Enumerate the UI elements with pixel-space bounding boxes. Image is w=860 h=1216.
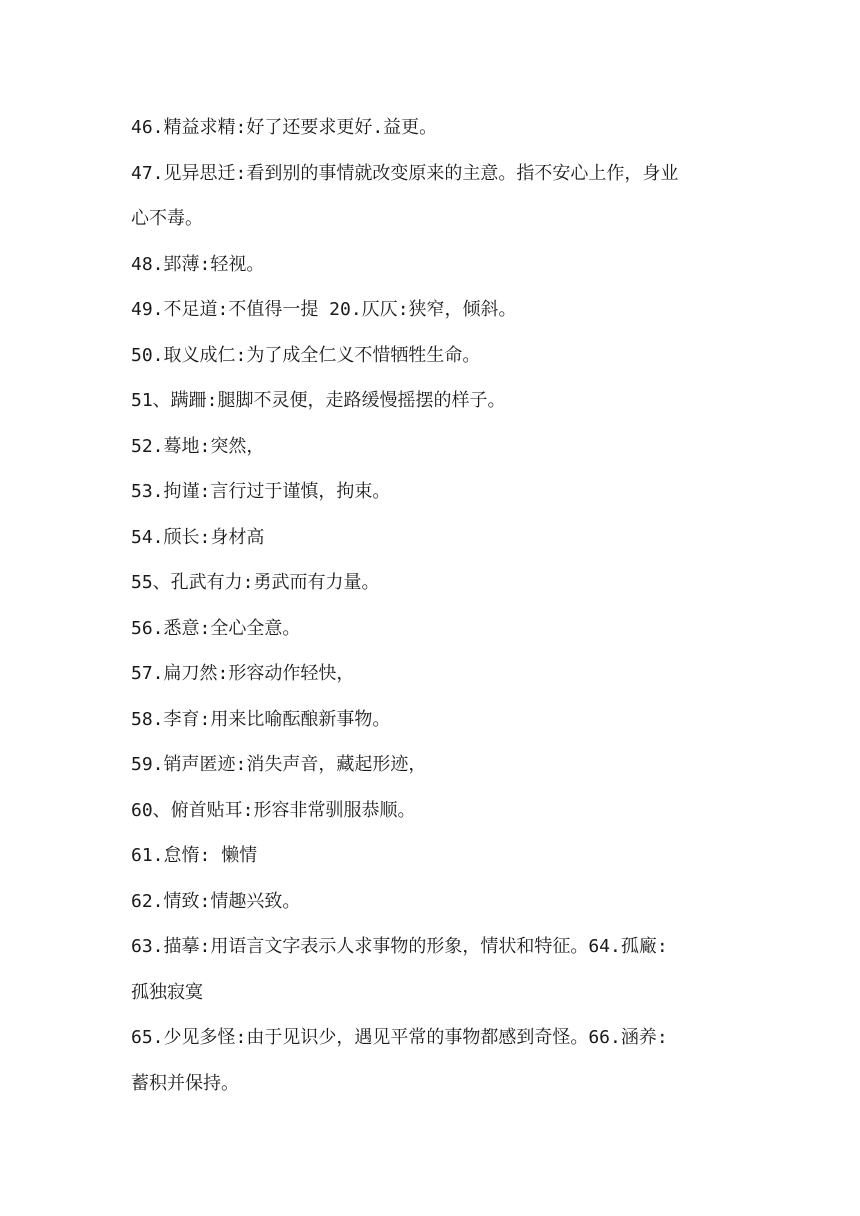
text-line: 58.李育:用来比喻酝酿新事物。: [131, 708, 391, 730]
text-line: 46.精益求精:好了还要求更好.益更。: [131, 117, 438, 138]
text-line: 54.颀长:身材高: [131, 526, 265, 548]
text-line: 孤独寂寞: [131, 981, 203, 1003]
text-line: 65.少见多怪:由于见识少，遇见平常的事物都感到奇怪。66.涵养:: [131, 1027, 668, 1048]
text-line: 57.扁刀然:形容动作轻快，: [131, 663, 355, 684]
text-line: 47.见异思迁:看到别的事情就改变原来的主意。指不安心上作，身业: [131, 162, 679, 184]
text-line: 51、蹒跚:腿脚不灵便，走路缓慢摇摆的样子。: [131, 390, 506, 411]
document-body: [131, 110, 736, 1111]
text-line: 55、孔武有力:勇武而有力量。: [131, 572, 380, 593]
text-line: 心不毒。: [131, 208, 203, 229]
text-line: 63.描摹:用语言文字表示人求事物的形象，情状和特征。64.孤廠:: [131, 936, 668, 957]
text-line: 50.取义成仁:为了成全仁义不惜牺牲生命。: [131, 344, 481, 366]
text-line: 62.情致:情趣兴致。: [131, 890, 301, 912]
text-line: 蓄积并保持。: [131, 1072, 239, 1094]
text-line: 60、俯首贴耳:形容非常驯服恭顺。: [131, 799, 416, 821]
text-line: 49.不足道:不值得一提 20.仄仄:狭窄，倾斜。: [131, 299, 517, 320]
text-line: 56.悉意:全心全意。: [131, 617, 301, 639]
text-line: 52.蓦地:突然，: [131, 435, 265, 457]
text-line: 53.拘谨:言行过于谨慎，拘束。: [131, 481, 391, 502]
text-line: 61.怠惰: 懒情: [131, 845, 258, 866]
text-line: 48.郢薄:轻视。: [131, 253, 265, 275]
text-line: 59.销声匿迹:消失声音，藏起形迹，: [131, 754, 427, 775]
